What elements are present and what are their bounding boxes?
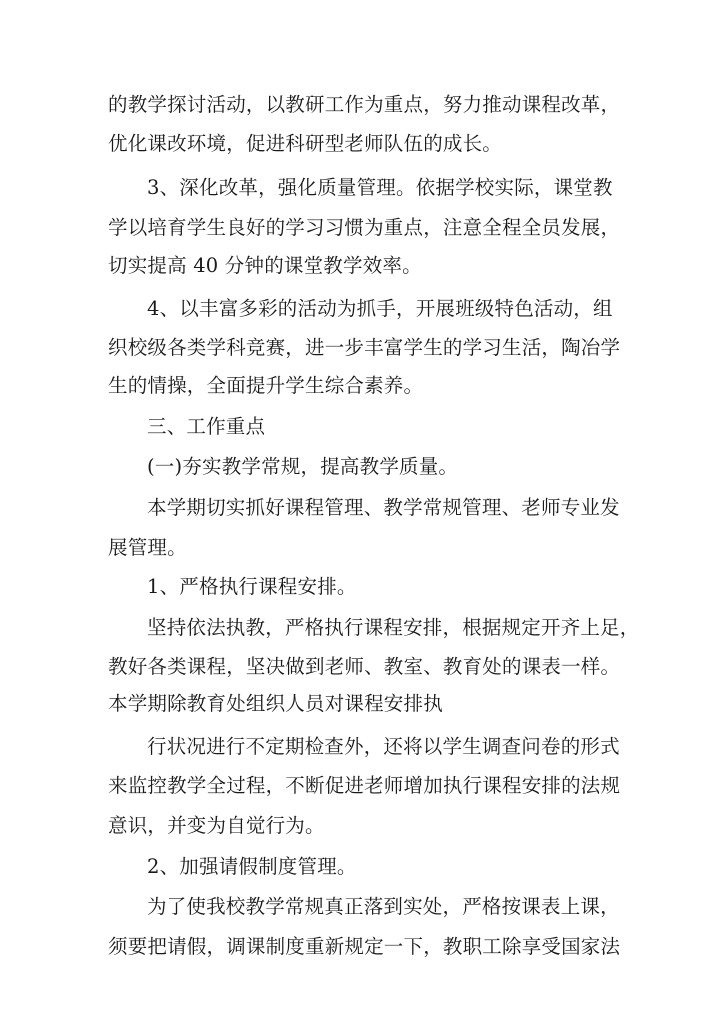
text-line: 行状况进行不定期检查外，还将以学生调查问卷的形式: [147, 735, 620, 758]
text-line: 切实提高 40 分钟的课堂教学效率。: [108, 254, 422, 277]
text-line: 展管理。: [108, 536, 187, 559]
text-line: 为了使我校教学常规真正落到实处，严格按课表上课，: [147, 895, 620, 918]
text-line: 意识，并变为自觉行为。: [108, 814, 325, 837]
item-heading: 2、加强请假制度管理。: [147, 855, 357, 878]
text-line: 教好各类课程，坚决做到老师、教室、教育处的课表一样。: [108, 655, 621, 678]
section-heading: 三、工作重点: [147, 415, 266, 438]
text-line: 坚持依法执教，严格执行课程安排，根据规定开齐上足，: [147, 616, 640, 639]
text-line: 本学期切实抓好课程管理、教学常规管理、老师专业发: [147, 496, 620, 519]
text-line: 的教学探讨活动，以教研工作为重点，努力推动课程改革，: [108, 93, 621, 116]
text-line: 本学期除教育处组织人员对课程安排执: [108, 692, 443, 715]
subsection-heading: (一)夯实教学常规，提高教学质量。: [147, 455, 459, 478]
text-line: 来监控教学全过程，不断促进老师增加执行课程安排的法规: [108, 774, 621, 797]
item-heading: 1、严格执行课程安排。: [147, 575, 357, 598]
text-line: 学以培育学生良好的学习习惯为重点，注意全程全员发展，: [108, 216, 621, 239]
text-line: 织校级各类学科竞赛，进一步丰富学生的学习生活，陶冶学: [108, 336, 621, 359]
text-line: 3、深化改革，强化质量管理。依据学校实际，课堂教: [147, 176, 613, 199]
text-line: 优化课改环境，促进科研型老师队伍的成长。: [108, 132, 503, 155]
text-line: 须要把请假，调课制度重新规定一下，教职工除享受国家法: [108, 935, 621, 958]
text-line: 4、以丰富多彩的活动为抓手，开展班级特色活动，组: [147, 297, 613, 320]
text-line: 生的情操，全面提升学生综合素养。: [108, 374, 424, 397]
